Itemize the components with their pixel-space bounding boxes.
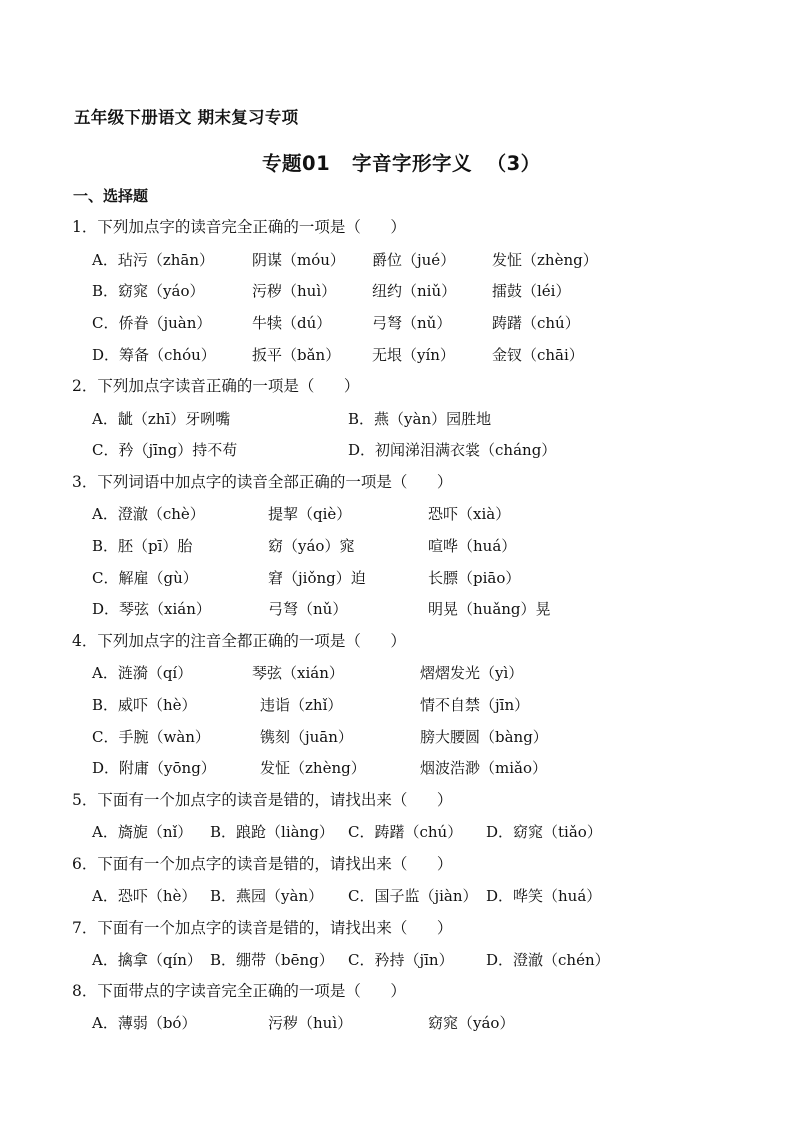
option-item: D．窈窕（tiǎo） xyxy=(486,823,602,841)
option-item: D．澄澈（chén） xyxy=(486,951,610,969)
option-item: C．矜持（jīn） xyxy=(348,951,454,969)
option-item: 喧哗（huá） xyxy=(428,537,517,555)
option-item: A．涟漪（qí） xyxy=(92,664,193,682)
option-item: A．旖旎（nǐ） xyxy=(92,823,193,841)
option-item: 窈窕（yáo） xyxy=(428,1014,515,1032)
option-item: 烟波浩渺（miǎo） xyxy=(420,759,547,777)
option-item: 恐吓（xià） xyxy=(428,505,511,523)
question-stem: 8．下面带点的字读音完全正确的一项是（ ） xyxy=(72,982,406,1000)
option-item: 熠熠发光（yì） xyxy=(420,664,524,682)
topic-title: 专题01 字音字形字义 （3） xyxy=(262,152,541,175)
option-item: 镌刻（juān） xyxy=(260,728,353,746)
option-item: B．胚（pī）胎 xyxy=(92,537,193,555)
document-header: 五年级下册语文 期末复习专项 xyxy=(74,108,299,127)
option-item: 污秽（huì） xyxy=(252,282,337,300)
question-stem: 2．下列加点字读音正确的一项是（ ） xyxy=(72,377,360,395)
option-item: 污秽（huì） xyxy=(268,1014,353,1032)
option-item: C．解雇（gù） xyxy=(92,569,198,587)
option-item: 膀大腰圆（bàng） xyxy=(420,728,548,746)
question-stem: 4．下列加点字的注音全都正确的一项是（ ） xyxy=(72,632,406,650)
option-item: 爵位（jué） xyxy=(372,251,456,269)
option-item: 踌躇（chú） xyxy=(492,314,580,332)
option-item: B．威吓（hè） xyxy=(92,696,197,714)
option-item: 弓弩（nǔ） xyxy=(268,600,348,618)
option-item: 无垠（yín） xyxy=(372,346,455,364)
option-item: 弓弩（nǔ） xyxy=(372,314,452,332)
option-item: 琴弦（xián） xyxy=(252,664,344,682)
option-item: 牛犊（dú） xyxy=(252,314,332,332)
question-stem: 7．下面有一个加点字的读音是错的，请找出来（ ） xyxy=(72,919,453,937)
option-item: 情不自禁（jīn） xyxy=(420,696,530,714)
option-item: 纽约（niǔ） xyxy=(372,282,457,300)
option-item: B．燕园（yàn） xyxy=(210,887,324,905)
option-item: D．附庸（yōng） xyxy=(92,759,216,777)
option-item: A．玷污（zhān） xyxy=(92,251,215,269)
option-item: D．琴弦（xián） xyxy=(92,600,211,618)
option-item: 擂鼓（léi） xyxy=(492,282,571,300)
option-item: B．踉跄（liàng） xyxy=(210,823,334,841)
option-item: A．龇（zhī）牙咧嘴 xyxy=(92,410,231,428)
option-item: D．哗笑（huá） xyxy=(486,887,602,905)
option-item: 发怔（zhèng） xyxy=(492,251,598,269)
option-item: B．窈窕（yáo） xyxy=(92,282,205,300)
option-item: 金钗（chāi） xyxy=(492,346,584,364)
option-item: 扳平（bǎn） xyxy=(252,346,341,364)
question-stem: 1．下列加点字的读音完全正确的一项是（ ） xyxy=(72,218,406,236)
option-item: D．初闻涕泪满衣裳（cháng） xyxy=(348,441,557,459)
option-item: 违诣（zhǐ） xyxy=(260,696,343,714)
option-item: C．矜（jīng）持不苟 xyxy=(92,441,238,459)
option-item: 长膘（piāo） xyxy=(428,569,521,587)
option-item: C．国子监（jiàn） xyxy=(348,887,478,905)
option-item: 阴谋（móu） xyxy=(252,251,345,269)
option-item: B．燕（yàn）园胜地 xyxy=(348,410,492,428)
option-item: A．澄澈（chè） xyxy=(92,505,205,523)
question-stem: 3．下列词语中加点字的读音全部正确的一项是（ ） xyxy=(72,473,453,491)
question-stem: 5．下面有一个加点字的读音是错的，请找出来（ ） xyxy=(72,791,453,809)
option-item: 窈（yáo）窕 xyxy=(268,537,355,555)
option-item: D．筹备（chóu） xyxy=(92,346,216,364)
option-item: 提挈（qiè） xyxy=(268,505,352,523)
option-item: C．踌躇（chú） xyxy=(348,823,463,841)
option-item: A．擒拿（qín） xyxy=(92,951,202,969)
option-item: C．手腕（wàn） xyxy=(92,728,210,746)
option-item: C．侨眷（juàn） xyxy=(92,314,212,332)
option-item: A．恐吓（hè） xyxy=(92,887,197,905)
option-item: 明晃（huǎng）晃 xyxy=(428,600,551,618)
option-item: B．绷带（bēng） xyxy=(210,951,334,969)
option-item: A．薄弱（bó） xyxy=(92,1014,197,1032)
option-item: 窘（jiǒng）迫 xyxy=(268,569,366,587)
option-item: 发怔（zhèng） xyxy=(260,759,366,777)
section-heading: 一、选择题 xyxy=(73,187,149,205)
question-stem: 6．下面有一个加点字的读音是错的，请找出来（ ） xyxy=(72,855,453,873)
